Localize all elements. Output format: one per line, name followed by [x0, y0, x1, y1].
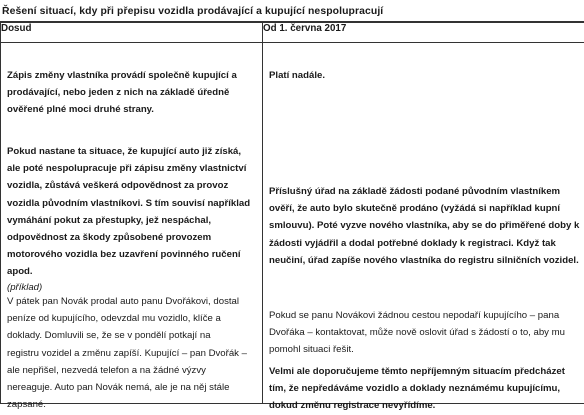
text-line: ale poté nespolupracuje při zápisu změny vlastnictví	[7, 160, 250, 177]
text-line: tím, že nepředáváme vozidlo a doklady neznámému kupujícímu,	[269, 380, 565, 397]
document-title: Řešení situací, kdy při přepisu vozidla prodávající a kupující nespolupracují	[2, 6, 383, 17]
column-header-od-1-cervna-2017: Od 1. června 2017	[263, 23, 584, 43]
right-paragraph-1: Platí nadále.	[269, 67, 325, 84]
text-line: peníze od kupujícího, odevzdal mu vozidlo, klíče a	[7, 310, 247, 327]
text-line: ale nepřišel, nezvedá telefon a na žádné výzvy	[7, 362, 247, 379]
text-line: Pokud se panu Novákovi žádnou cestou nepodaří kupujícího – pana	[269, 307, 565, 324]
right-paragraph-4	[269, 363, 565, 415]
text-line: nereaguje. Auto pan Novák nemá, ale je na něj stále	[7, 379, 247, 396]
text-line: V pátek pan Novák prodal auto panu Dvořákovi, dostal	[7, 293, 247, 310]
text-line: vozidla, zůstává veškerá odpovědnost za provoz	[7, 177, 250, 194]
text-line: Dvořáka – kontaktovat, může nově oslovit úřad s žádostí o to, aby mu	[269, 324, 565, 341]
text-line: žádosti vyjádřil a dodal potřebné doklady k registraci. Když tak	[269, 235, 579, 252]
right-paragraph-3	[269, 307, 565, 359]
text-line: pomohl situaci řešit.	[269, 341, 565, 358]
column-header-dosud: Dosud	[1, 23, 263, 43]
text-line: ověří, že auto bylo skutečně prodáno (vyžádá si například kupní	[269, 200, 579, 217]
text-line: Příslušný úřad na základě žádosti podané původním vlastníkem	[269, 183, 579, 200]
text-line: dokud změnu registrace nevyřídíme.	[269, 397, 565, 414]
left-cell	[1, 43, 263, 404]
left-paragraph-1	[7, 67, 237, 119]
text-line: smlouvu). Poté vyzve nového vlastníka, aby se do přiměřené doby k	[269, 217, 579, 234]
text-line: vymáhání pokut za přestupky, jež nespáchal,	[7, 212, 250, 229]
text-line: prodávající, nebo jeden z nich na základě úředně	[7, 84, 237, 101]
left-paragraph-2	[7, 143, 250, 281]
example-label: (příklad)	[7, 279, 42, 296]
header-row	[1, 23, 584, 43]
text-line: Velmi ale doporučujeme těmto nepříjemným situacím předcházet	[269, 363, 565, 380]
text-line: ověřené plné moci druhé strany.	[7, 101, 237, 118]
text-line: doklady. Domluvili se, že se v pondělí potkají na	[7, 327, 247, 344]
text-line: motorového vozidla bez uzavření povinného ručení	[7, 246, 250, 263]
text-line: zapsané.	[7, 396, 247, 413]
text-line: registru vozidel a změnu zapíší. Kupující – pan Dvořák –	[7, 345, 247, 362]
text-line: Zápis změny vlastníka provádí společně kupující a	[7, 67, 237, 84]
left-paragraph-3	[7, 293, 247, 413]
content-row	[1, 43, 584, 404]
text-line: apod.	[7, 263, 250, 280]
right-paragraph-2	[269, 183, 579, 269]
text-line: vozidla původním vlastníkovi. S tím souvisí například	[7, 195, 250, 212]
text-line: neučiní, úřad zapíše nového vlastníka do registru silničních vozidel.	[269, 252, 579, 269]
text-line: Pokud nastane ta situace, že kupující auto již získá,	[7, 143, 250, 160]
comparison-table	[0, 22, 584, 404]
text-line: odpovědnost za škody způsobené provozem	[7, 229, 250, 246]
right-cell	[263, 43, 584, 404]
